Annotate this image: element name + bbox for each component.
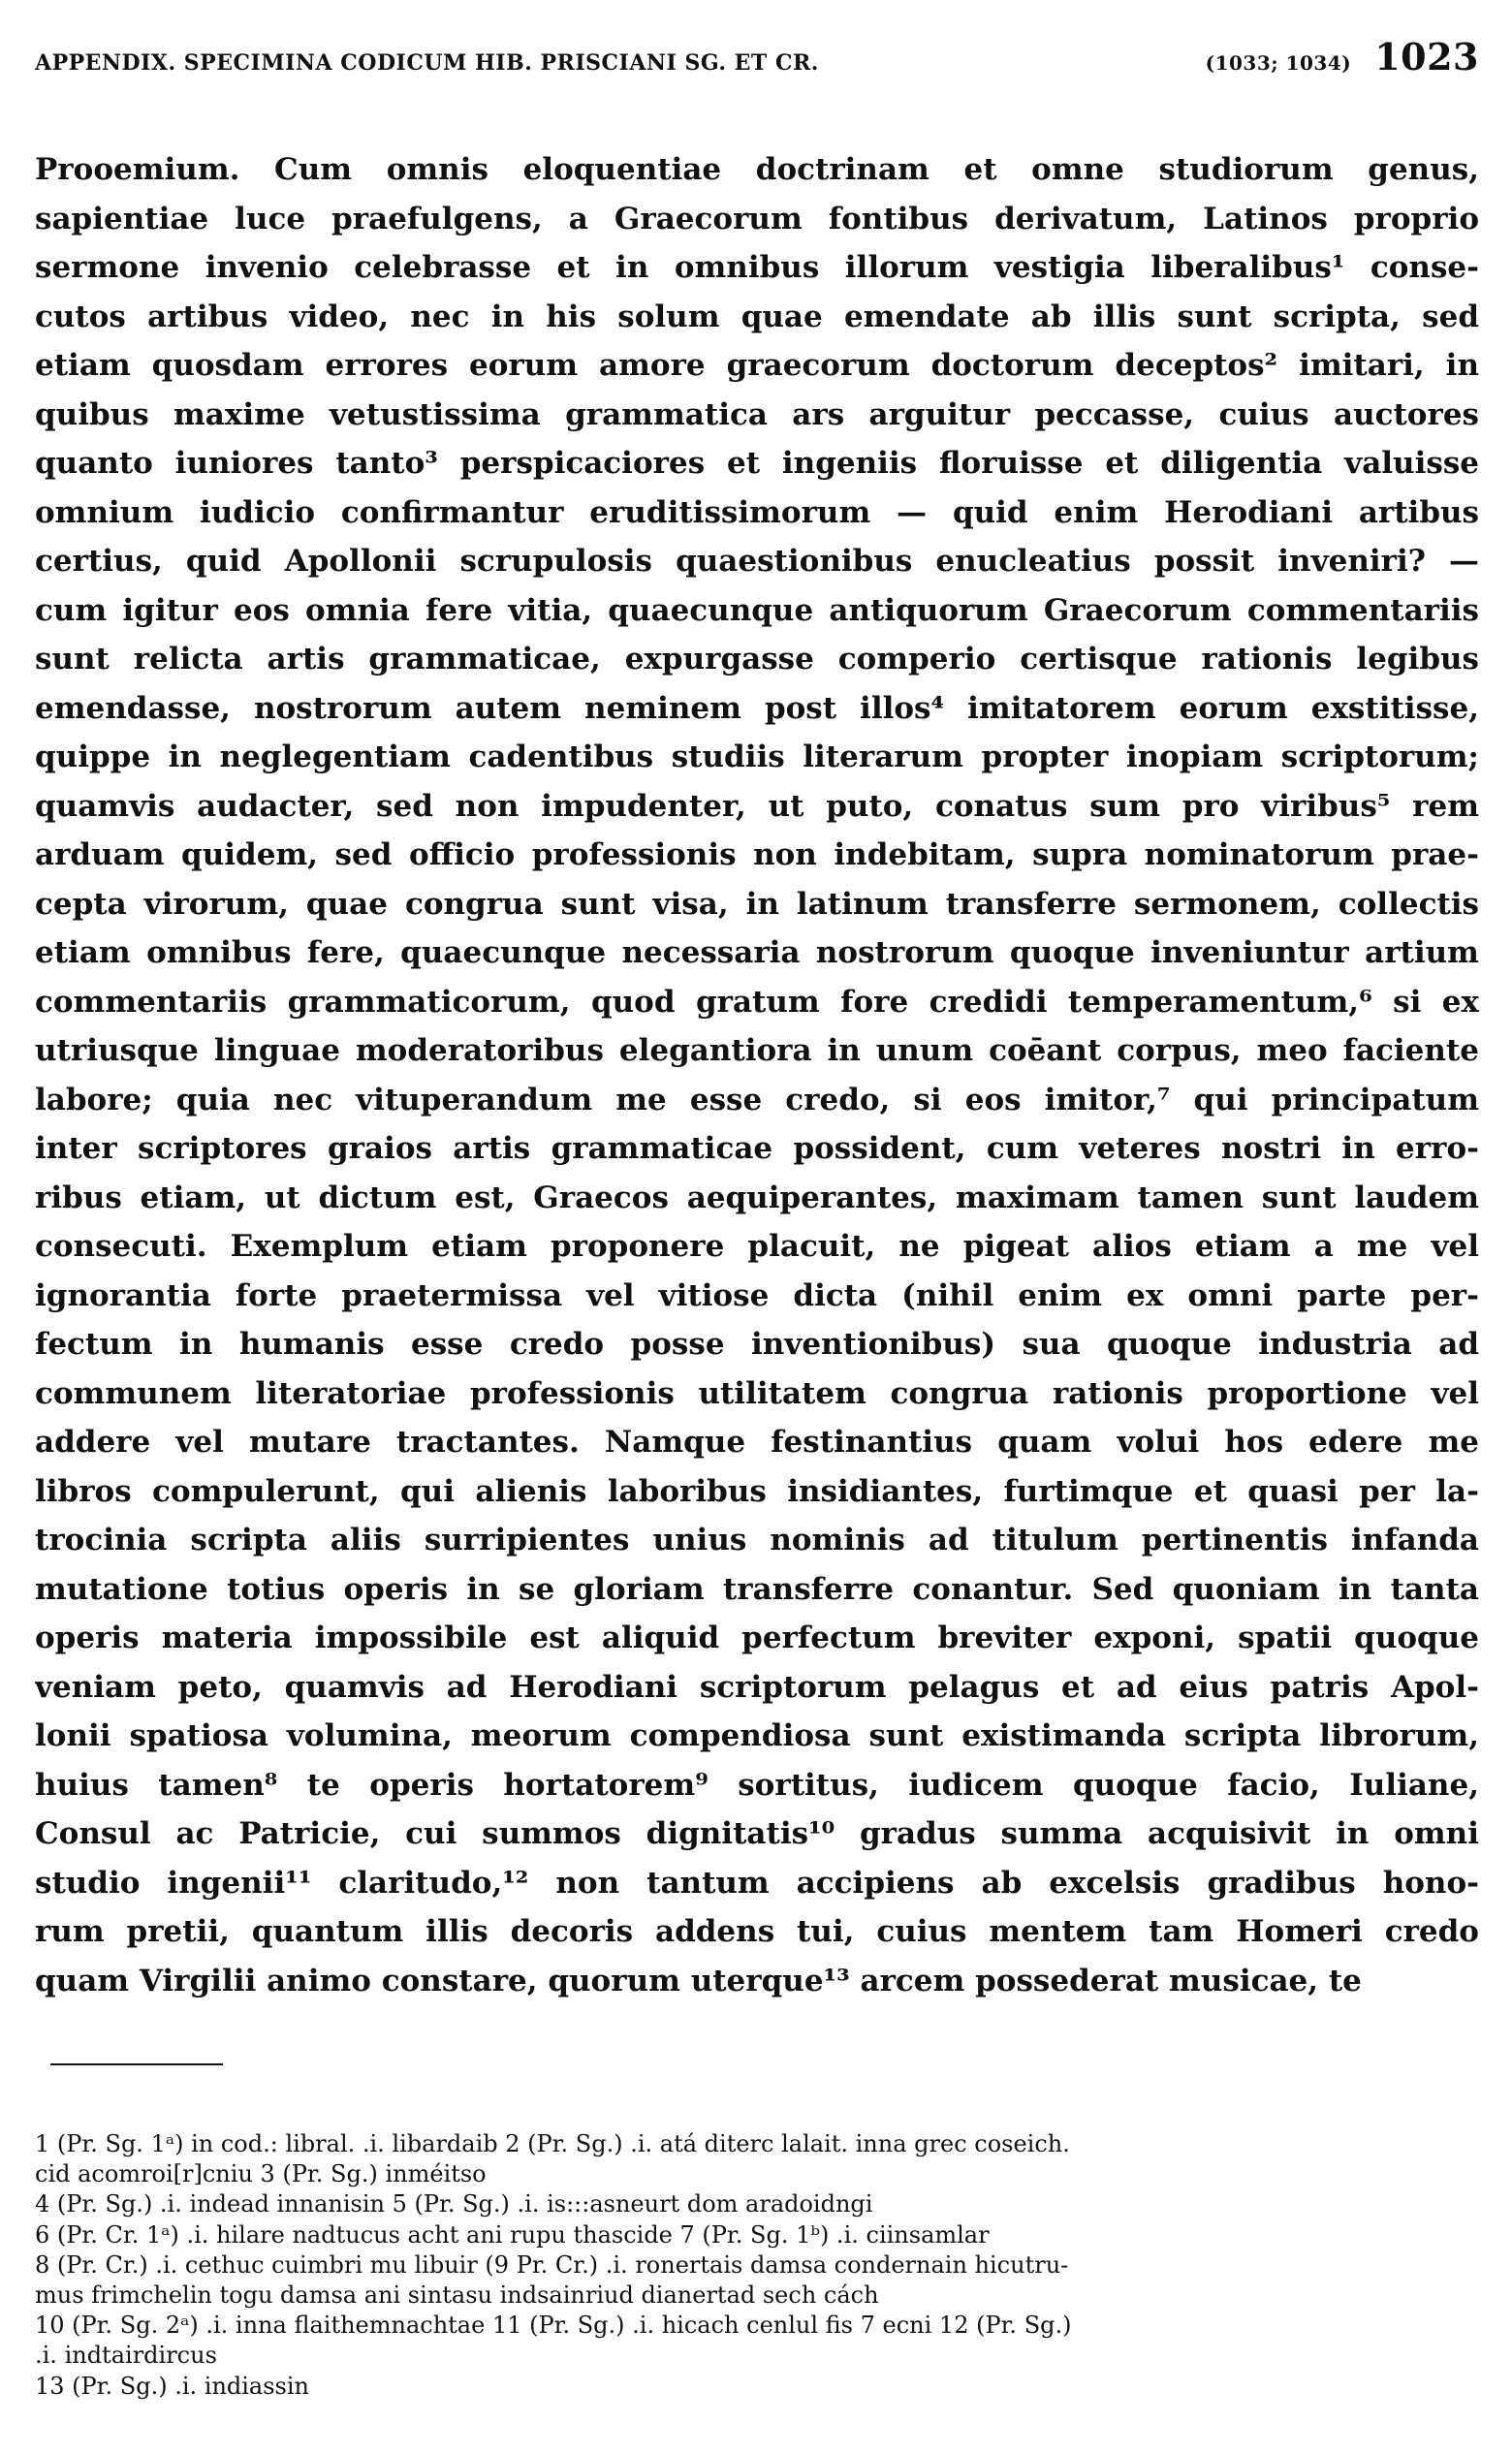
footnote-divider [50, 2063, 223, 2065]
footnote-line: 6 (Pr. Cr. 1ᵃ) .i. hilare nadtucus acht ani rupu thascide 7 (Pr. Sg. 1ᵇ) .i. ciinsamlar [35, 2220, 990, 2249]
footnote-line: 13 (Pr. Sg.) .i. indiassin [35, 2372, 310, 2400]
text-line: cum igitur eos omnia fere vitia, quaecunque antiquorum Graecorum commentariis [35, 592, 1479, 628]
page-number: 1023 [1374, 35, 1479, 79]
text-line: trocinia scripta aliis surripientes unius nominis ad titulum pertinentis infanda [35, 1523, 1479, 1557]
text-line: inter scriptores graios artis grammaticae possident, cum veteres nostri in erro- [35, 1131, 1479, 1166]
text-line: etiam quosdam errores eorum amore graecorum doctorum deceptos² imitari, in [35, 348, 1479, 383]
text-line: operis materia impossibile est aliquid perfectum breviter exponi, spatii quoque [35, 1620, 1479, 1655]
text-line: utriusque linguae moderatoribus elegantiora in unum coēant corpus, meo faciente [35, 1033, 1479, 1068]
text-line: emendasse, nostrorum autem neminem post illos⁴ imitatorem eorum exstitisse, [35, 690, 1479, 726]
text-line: quibus maxime vetustissima grammatica ars arguitur peccasse, cuius auctores [35, 396, 1479, 432]
main-text [35, 145, 1479, 2005]
running-header [35, 35, 1479, 85]
text-line: libros compulerunt, qui alienis laboribus insidiantes, furtimque et quasi per la- [35, 1473, 1479, 1509]
text-line: omnium iudicio confirmantur eruditissimorum — quid enim Herodiani artibus [35, 494, 1479, 530]
footnote-line: .i. indtairdircus [35, 2342, 217, 2370]
text-line: Consul ac Patricie, cui summos dignitatis¹⁰ gradus summa acquisivit in omni [35, 1816, 1479, 1851]
text-line: studio ingenii¹¹ claritudo,¹² non tantum accipiens ab excelsis gradibus hono- [35, 1865, 1479, 1901]
text-line: sunt relicta artis grammaticae, expurgasse comperio certisque rationis legibus [35, 642, 1479, 676]
text-line: veniam peto, quamvis ad Herodiani scriptorum pelagus et ad eius patris Apol- [35, 1669, 1479, 1705]
text-line: rum pretii, quantum illis decoris addens tui, cuius mentem tam Homeri credo [35, 1914, 1479, 1949]
text-line: communem literatoriae professionis utilitatem congrua rationis proportione vel [35, 1375, 1479, 1411]
text-line: arduam quidem, sed officio professionis non indebitam, supra nominatorum prae- [35, 837, 1479, 872]
footnote-line: 1 (Pr. Sg. 1ᵃ) in cod.: libral. .i. libardaib 2 (Pr. Sg.) .i. atá diterc lalait. inna grec coseich. [35, 2130, 1070, 2157]
running-head-title: APPENDIX. SPECIMINA CODICUM HIB. PRISCIANI SG. ET CR. [35, 50, 819, 76]
footnote-line: 8 (Pr. Cr.) .i. cethuc cuimbri mu libuir (9 Pr. Cr.) .i. ronertais damsa condernain hicutru- [35, 2250, 1069, 2279]
text-line: sermone invenio celebrasse et in omnibus illorum vestigia liberalibus¹ conse- [35, 250, 1479, 285]
text-line: addere vel mutare tractantes. Namque festinantius quam volui hos edere me [35, 1425, 1479, 1460]
text-line: labore; quia nec vituperandum me esse credo, si eos imitor,⁷ qui principatum [35, 1082, 1479, 1117]
text-line: lonii spatiosa volumina, meorum compendiosa sunt existimanda scripta librorum, [35, 1718, 1479, 1753]
footnote-line: 4 (Pr. Sg.) .i. indead innanisin 5 (Pr. Sg.) .i. is:::asneurt dom aradoidngi [35, 2190, 873, 2218]
footnotes [35, 2129, 1479, 2402]
text-line: huius tamen⁸ te operis hortatorem⁹ sortitus, iudicem quoque facio, Iuliane, [35, 1767, 1479, 1803]
text-line: quippe in neglegentiam cadentibus studiis literarum propter inopiam scriptorum; [35, 739, 1479, 774]
text-line: commentariis grammaticorum, quod gratum fore credidi temperamentum,⁶ si ex [35, 984, 1479, 1020]
text-line: cepta virorum, quae congrua sunt visa, in latinum transferre sermonem, collectis [35, 886, 1479, 922]
text-line: ribus etiam, ut dictum est, Graecos aequiperantes, maximam tamen sunt laudem [35, 1180, 1479, 1215]
text-line: etiam omnibus fere, quaecunque necessaria nostrorum quoque inveniuntur artium [35, 935, 1479, 970]
text-line: certius, quid Apollonii scrupulosis quaestionibus enucleatius possit inveniri? — [35, 544, 1479, 579]
text-line: quam Virgilii animo constare, quorum uterque¹³ arcem possederat musicae, te [35, 1963, 1362, 1998]
footnote-line: cid acomroi[r]cniu 3 (Pr. Sg.) inméitso [35, 2160, 487, 2188]
column-numbers: (1033; 1034) [1205, 51, 1352, 75]
text-line: consecuti. Exemplum etiam proponere placuit, ne pigeat alios etiam a me vel [35, 1229, 1479, 1264]
text-line: Prooemium. Cum omnis eloquentiae doctrinam et omne studiorum genus, [35, 152, 1479, 187]
text-line: fectum in humanis esse credo posse inventionibus) sua quoque industria ad [35, 1327, 1479, 1362]
footnote-line: 10 (Pr. Sg. 2ᵃ) .i. inna flaithemnachtae 11 (Pr. Sg.) .i. hicach cenlul fis 7 ecni 12 (Pr. Sg.) [35, 2312, 1072, 2340]
text-line: quanto iuniores tanto³ perspicaciores et ingeniis floruisse et diligentia valuisse [35, 446, 1479, 481]
text-line: ignorantia forte praetermissa vel vitiose dicta (nihil enim ex omni parte per- [35, 1277, 1479, 1313]
footnote-line: mus frimchelin togu damsa ani sintasu indsainriud dianertad sech cách [35, 2281, 879, 2309]
text-line: quamvis audacter, sed non impudenter, ut puto, conatus sum pro viribus⁵ rem [35, 788, 1479, 824]
text-line: sapientiae luce praefulgens, a Graecorum fontibus derivatum, Latinos proprio [35, 201, 1479, 236]
text-line: cutos artibus video, nec in his solum quae emendate ab illis sunt scripta, sed [35, 299, 1479, 334]
page [35, 35, 1479, 2402]
text-line: mutatione totius operis in se gloriam transferre conantur. Sed quoniam in tanta [35, 1571, 1479, 1607]
